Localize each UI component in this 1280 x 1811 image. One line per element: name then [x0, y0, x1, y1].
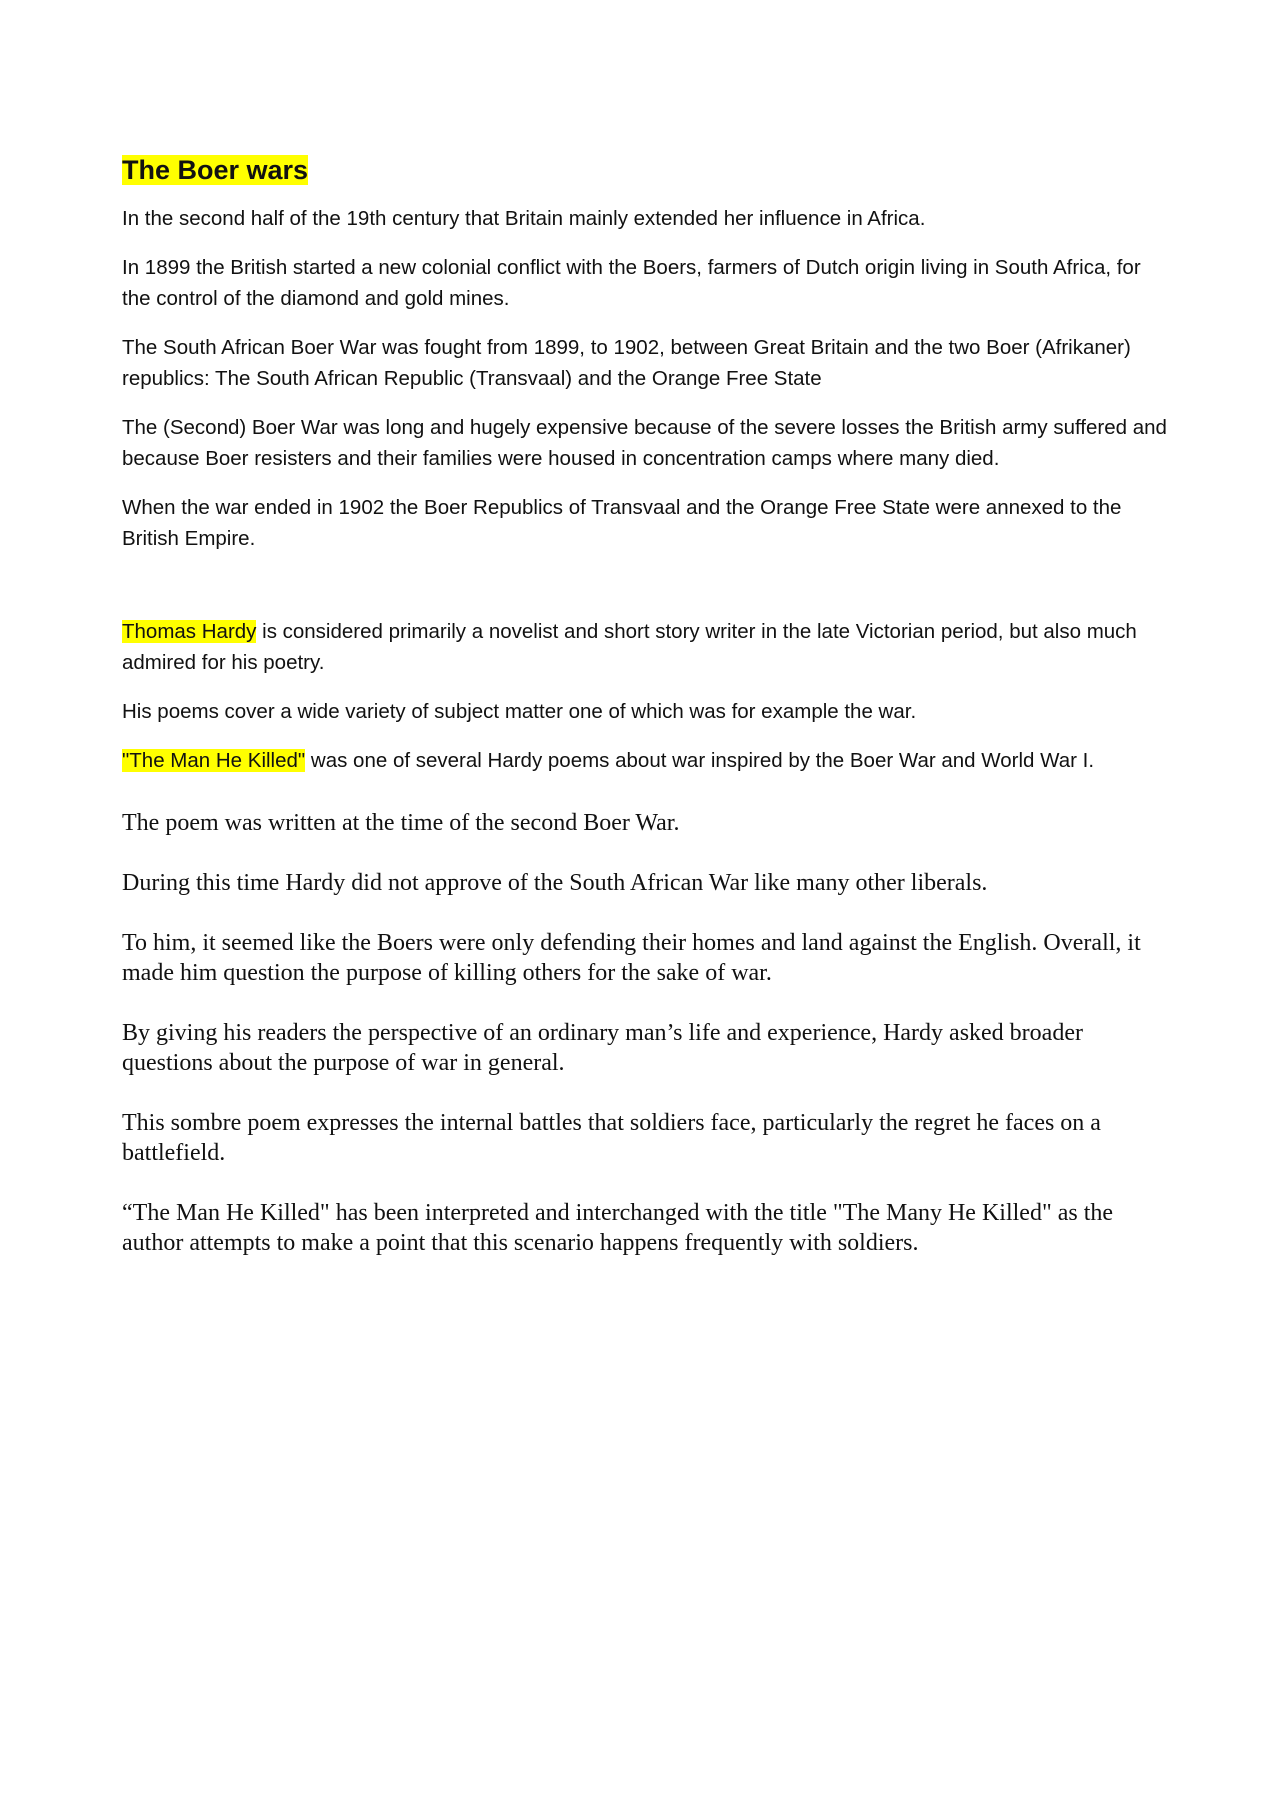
paragraph-boer-3: The South African Boer War was fought from 1899, to 1902, between Great Britain and the two Boer (Afrikaner) republics: The South African Republic (Transvaal) and the Orange Free State	[122, 336, 1131, 390]
paragraph-boer-5: When the war ended in 1902 the Boer Republics of Transvaal and the Orange Free State were annexed to the British Empire.	[122, 496, 1122, 550]
poem-title-text: was one of several Hardy poems about war inspired by the Boer War and World War I.	[305, 749, 1095, 772]
document-title	[122, 152, 1172, 188]
hardy-name-highlight: Thomas Hardy	[122, 620, 257, 643]
section-spacer	[122, 572, 1172, 616]
paragraph-hardy-poems: His poems cover a wide variety of subject matter one of which was for example the war.	[122, 700, 917, 723]
paragraph-hardy-intro	[122, 616, 1172, 678]
paragraph-poem-1: The poem was written at the time of the second Boer War.	[122, 810, 680, 836]
paragraph-poem-3: To him, it seemed like the Boers were only defending their homes and land against the English. Overall, it made him question the purpose of killing others for the sake of war.	[122, 930, 1141, 986]
paragraph-poem-5: This sombre poem expresses the internal battles that soldiers face, particularly the regret he faces on a battlefield.	[122, 1110, 1101, 1166]
poem-title-highlight: "The Man He Killed"	[122, 749, 306, 772]
paragraph-poem-4: By giving his readers the perspective of an ordinary man’s life and experience, Hardy asked broader questions about the purpose of war in general.	[122, 1020, 1083, 1076]
paragraph-poem-title	[122, 745, 1172, 776]
paragraph-boer-4: The (Second) Boer War was long and hugely expensive because of the severe losses the British army suffered and because Boer resisters and their families were housed in concentration camps where many died.	[122, 416, 1167, 470]
hardy-intro-text: is considered primarily a novelist and short story writer in the late Victorian period, but also much admired for his poetry.	[122, 620, 1137, 674]
document-body	[122, 152, 1172, 1288]
paragraph-poem-6: “The Man He Killed" has been interpreted and interchanged with the title "The Many He Killed" as the author attempts to make a point that this scenario happens frequently with soldiers.	[122, 1200, 1114, 1256]
paragraph-boer-2: In 1899 the British started a new colonial conflict with the Boers, farmers of Dutch origin living in South Africa, for the control of the diamond and gold mines.	[122, 256, 1141, 310]
paragraph-boer-1: In the second half of the 19th century that Britain mainly extended her influence in Africa.	[122, 207, 926, 230]
paragraph-poem-2: During this time Hardy did not approve of the South African War like many other liberals.	[122, 870, 988, 896]
title-highlight: The Boer wars	[122, 155, 309, 185]
